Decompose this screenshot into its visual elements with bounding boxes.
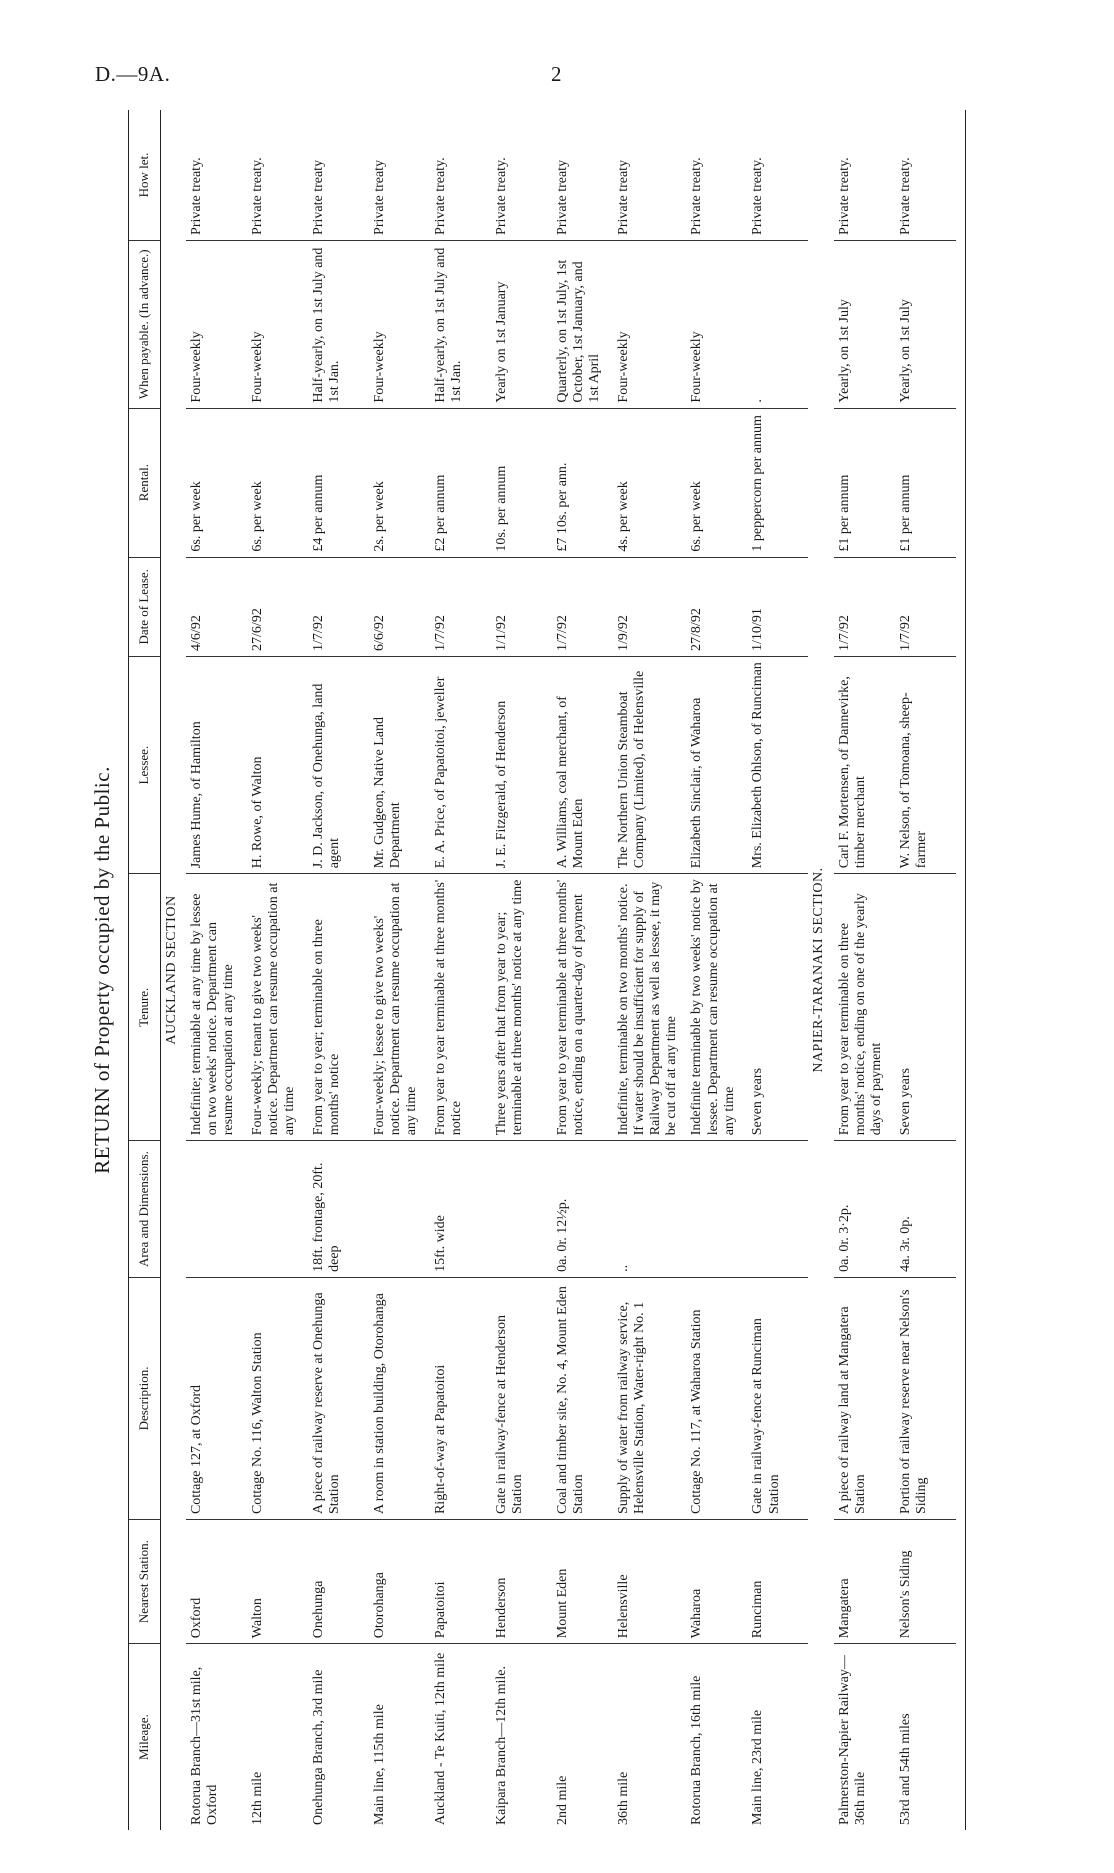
cell-date: 1/7/92 [430, 557, 491, 656]
cell-payable: Four-weekly [613, 240, 686, 408]
cell-area [186, 1141, 247, 1278]
cell-tenure: Seven years [747, 874, 808, 1141]
cell-area: 4a. 3r. 0p. [895, 1141, 956, 1278]
cell-date: 1/7/92 [834, 557, 895, 656]
cell-date: 27/6/92 [247, 557, 308, 656]
section-row [808, 110, 833, 1830]
cell-date: 1/9/92 [613, 557, 686, 656]
cell-date: 27/8/92 [686, 557, 747, 656]
cell-mileage: Rotorua Branch—31st mile, Oxford [189, 1666, 221, 1825]
cell-description: Cottage No. 116, Walton Station [247, 1277, 308, 1519]
cell-rental: 6s. per week [186, 408, 247, 557]
cell-description: Supply of water from railway service, Helensville Station, Water-right No. 1 [613, 1277, 686, 1519]
table-row [247, 110, 308, 1830]
cell-lessee: Carl F. Mortensen, of Dannevirke, timber merchant [834, 656, 895, 873]
cell-date: 1/7/92 [308, 557, 369, 656]
cell-area: 0a. 0r. 3·2p. [834, 1141, 895, 1278]
cell-description: Gate in railway-fence at Runciman Station [747, 1277, 808, 1519]
cell-lessee: J. E. Fitzgerald, of Henderson [491, 656, 552, 873]
cell-how: Private treaty. [834, 110, 895, 240]
page-number: 2 [551, 62, 562, 86]
cell-station: Mangatera [834, 1520, 895, 1644]
rotated-page-area [90, 110, 1060, 1830]
col-header-lessee: Lessee. [129, 656, 161, 873]
cell-mileage: Main line, 23rd mile [750, 1709, 766, 1825]
return-table-rotated [90, 110, 1060, 1830]
cell-payable: Four-weekly [369, 240, 430, 408]
cell-rental: £4 per annum [308, 408, 369, 557]
page-header [95, 62, 1019, 92]
cell-station: Papatoitoi [430, 1520, 491, 1644]
col-header-mileage: Mileage. [129, 1644, 161, 1830]
cell-tenure: Three years after that from year to year; terminable at three months' notice at any time [491, 874, 552, 1141]
cell-tenure: Indefinite terminable by two weeks' notice by lessee. Department can resume occupation at any time [686, 874, 747, 1141]
cell-mileage: 12th mile [250, 1771, 266, 1825]
cell-area: 0a. 0r. 12½p. [552, 1141, 613, 1278]
cell-station: Otorohanga [369, 1520, 430, 1644]
cell-mileage: Rotorua Branch, 16th mile [689, 1675, 705, 1825]
cell-payable: Half-yearly, on 1st July and 1st Jan. [430, 240, 491, 408]
cell-payable: . [747, 240, 808, 408]
cell-tenure: From year to year terminable at three months' notice, ending on a quarter-day of payment [552, 874, 613, 1141]
cell-how: Private treaty. [686, 110, 747, 240]
cell-lessee: James Hume, of Hamilton [186, 656, 247, 873]
cell-station: Oxford [186, 1520, 247, 1644]
cell-mileage: 36th mile [616, 1771, 632, 1825]
cell-lessee: Mrs. Elizabeth Ohlson, of Runciman [747, 656, 808, 873]
cell-description: A piece of railway land at Mangatera Station [834, 1277, 895, 1519]
cell-mileage: Kaipara Branch—12th mile. [494, 1665, 510, 1825]
table-row [186, 110, 247, 1830]
cell-tenure: Indefinite, terminable on two months' notice. If water should be insufficient for supply of Railway Department as well as lessee, it may be cut off at any time [613, 874, 686, 1141]
table-row [686, 110, 747, 1830]
cell-lessee: The Northern Union Steamboat Company (Limited), of Helensville [613, 656, 686, 873]
cell-how: Private treaty. [895, 110, 956, 240]
cell-date: 6/6/92 [369, 557, 430, 656]
cell-description: Cottage 127, at Oxford [186, 1277, 247, 1519]
cell-rental: £2 per annum [430, 408, 491, 557]
cell-station: Mount Eden [552, 1520, 613, 1644]
cell-lessee: E. A. Price, of Papatoitoi, jeweller [430, 656, 491, 873]
cell-station: Helensville [613, 1520, 686, 1644]
cell-payable: Yearly on 1st January [491, 240, 552, 408]
cell-how: Private treaty. [491, 110, 552, 240]
cell-lessee: J. D. Jackson, of Onehunga, land agent [308, 656, 369, 873]
cell-description: Portion of railway reserve near Nelson's Siding [895, 1277, 956, 1519]
cell-description: A room in station building, Otorohanga [369, 1277, 430, 1519]
cell-mileage: 2nd mile [555, 1775, 571, 1825]
cell-area: 18ft. frontage, 20ft. deep [308, 1141, 369, 1278]
cell-lessee: W. Nelson, of Tomoana, sheep-farmer [895, 656, 956, 873]
cell-rental: £7 10s. per ann. [552, 408, 613, 557]
cell-rental: £1 per annum [834, 408, 895, 557]
cell-tenure: Seven years [895, 874, 956, 1141]
cell-payable: Half-yearly, on 1st July and 1st Jan. [308, 240, 369, 408]
table-row [552, 110, 613, 1830]
cell-tenure: From year to year terminable on three months' notice, ending on one of the yearly days of payment [834, 874, 895, 1141]
cell-rental: 6s. per week [247, 408, 308, 557]
cell-how: Private treaty. [430, 110, 491, 240]
cell-rental: 1 peppercorn per annum [747, 408, 808, 557]
cell-how: Private treaty [308, 110, 369, 240]
table-row [747, 110, 808, 1830]
table-row [491, 110, 552, 1830]
cell-payable: Quarterly, on 1st July, 1st October, 1st January, and 1st April [552, 240, 613, 408]
table-row [369, 110, 430, 1830]
cell-rental: 6s. per week [686, 408, 747, 557]
section-row [160, 110, 186, 1830]
cell-lessee: Elizabeth Sinclair, of Waharoa [686, 656, 747, 873]
section-title: NAPIER-TARANAKI SECTION. [811, 867, 827, 1073]
cell-date: 4/6/92 [186, 557, 247, 656]
table-bottom-rule [956, 110, 966, 1830]
cell-description: Coal and timber site, No. 4, Mount Eden Station [552, 1277, 613, 1519]
cell-station: Onehunga [308, 1520, 369, 1644]
col-header-date: Date of Lease. [129, 557, 161, 656]
cell-area [247, 1141, 308, 1278]
cell-how: Private treaty. [186, 110, 247, 240]
cell-mileage: Palmerston-Napier Railway—36th mile [836, 1655, 868, 1825]
cell-description: Cottage No. 117, at Waharoa Station [686, 1277, 747, 1519]
cell-payable: Yearly, on 1st July [895, 240, 956, 408]
cell-station: Henderson [491, 1520, 552, 1644]
cell-tenure: From year to year; terminable on three months' notice [308, 874, 369, 1141]
cell-how: Private treaty [552, 110, 613, 240]
col-header-payable: When payable. (In advance.) [129, 240, 161, 408]
cell-area [369, 1141, 430, 1278]
cell-station: Waharoa [686, 1520, 747, 1644]
cell-station: Walton [247, 1520, 308, 1644]
cell-date: 1/7/92 [552, 557, 613, 656]
document-reference: D.—9A. [95, 62, 171, 86]
table-row [430, 110, 491, 1830]
cell-rental: 2s. per week [369, 408, 430, 557]
cell-mileage: 53rd and 54th miles [897, 1713, 913, 1825]
cell-date: 1/10/91 [747, 557, 808, 656]
cell-mileage: Onehunga Branch, 3rd mile [311, 1669, 327, 1825]
cell-date: 1/7/92 [895, 557, 956, 656]
cell-rental: 4s. per week [613, 408, 686, 557]
cell-payable: Four-weekly [247, 240, 308, 408]
cell-description: Right-of-way at Papatoitoi [430, 1277, 491, 1519]
cell-area: .. [613, 1141, 686, 1278]
cell-how: Private treaty [613, 110, 686, 240]
table-header-row [129, 110, 161, 1830]
property-return-table [128, 110, 966, 1830]
cell-rental: 10s. per annum [491, 408, 552, 557]
table-row [308, 110, 369, 1830]
cell-how: Private treaty. [247, 110, 308, 240]
col-header-description: Description. [129, 1277, 161, 1519]
table-row [895, 110, 956, 1830]
cell-tenure: Indefinite; terminable at any time by lessee on two weeks' notice. Department can resume occupation at any time [186, 874, 247, 1141]
cell-rental: £1 per annum [895, 408, 956, 557]
table-bottom-rule-cell [956, 110, 966, 1830]
cell-how: Private treaty. [747, 110, 808, 240]
cell-area [491, 1141, 552, 1278]
cell-station: Runciman [747, 1520, 808, 1644]
col-header-station: Nearest Station. [129, 1520, 161, 1644]
cell-date: 1/1/92 [491, 557, 552, 656]
col-header-area: Area and Dimensions. [129, 1141, 161, 1278]
cell-description: Gate in railway-fence at Henderson Station [491, 1277, 552, 1519]
cell-area [686, 1141, 747, 1278]
cell-lessee: A. Williams, coal merchant, of Mount Eden [552, 656, 613, 873]
cell-mileage: Main line, 115th mile [372, 1704, 388, 1825]
cell-lessee: H. Rowe, of Walton [247, 656, 308, 873]
cell-station: Nelson's Siding [895, 1520, 956, 1644]
col-header-rental: Rental. [129, 408, 161, 557]
cell-mileage: Auckland - Te Kuiti, 12th mile [433, 1652, 449, 1825]
cell-tenure: From year to year terminable at three months' notice [430, 874, 491, 1141]
cell-lessee: Mr. Gudgeon, Native Land Department [369, 656, 430, 873]
table-row [834, 110, 895, 1830]
document-title: RETURN of Property occupied by the Public. [90, 766, 114, 1174]
table-body [160, 110, 965, 1830]
col-header-tenure: Tenure. [129, 874, 161, 1141]
table-row [613, 110, 686, 1830]
cell-payable: Yearly, on 1st July [834, 240, 895, 408]
cell-how: Private treaty [369, 110, 430, 240]
col-header-how-let: How let. [129, 110, 161, 240]
cell-payable: Four-weekly [186, 240, 247, 408]
cell-area: 15ft. wide [430, 1141, 491, 1278]
cell-area [747, 1141, 808, 1278]
cell-payable: Four-weekly [686, 240, 747, 408]
cell-description: A piece of railway reserve at Onehunga Station [308, 1277, 369, 1519]
cell-tenure: Four-weekly; tenant to give two weeks' notice. Department can resume occupation at any time [247, 874, 308, 1141]
section-title: AUCKLAND SECTION [163, 895, 179, 1045]
cell-tenure: Four-weekly; lessee to give two weeks' notice. Department can resume occupation at any time [369, 874, 430, 1141]
